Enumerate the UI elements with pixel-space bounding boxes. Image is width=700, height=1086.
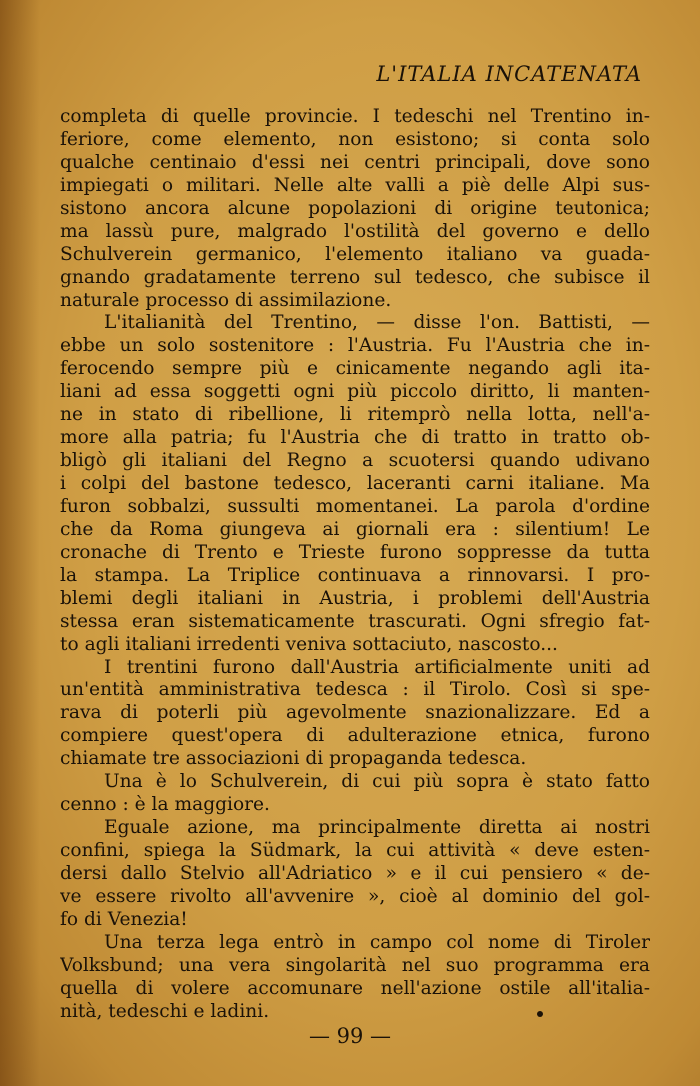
text-line: liani ad essa soggetti ogni più piccolo diritto, li manten-: [60, 381, 650, 403]
text-line: I trentini furono dall'Austria artificialmente uniti ad: [104, 656, 650, 678]
text-line: ne in stato di ribellione, li ritemprò nella lotta, nell'a-: [60, 404, 650, 426]
text-line: cenno : è la maggiore.: [60, 794, 270, 816]
text-line: L'italianità del Trentino, — disse l'on. Battisti, —: [104, 312, 650, 334]
text-line: i colpi del bastone tedesco, laceranti carni italiane. Ma: [60, 473, 650, 494]
text-line: compiere quest'opera di adulterazione etnica, furono: [60, 725, 650, 747]
text-line: dersi dallo Stelvio all'Adriatico » e il cui pensiero « de-: [60, 862, 650, 884]
page-number: — 99 —: [308, 1024, 392, 1048]
text-line: stessa eran sistematicamente trascurati. Ogni sfregio fat-: [60, 610, 650, 632]
text-line: cronache di Trento e Trieste furono soppresse da tutta: [60, 541, 650, 563]
text-line: more alla patria; fu l'Austria che di tratto in tratto ob-: [60, 427, 650, 449]
text-line: feriore, come elemento, non esistono; si conta solo: [60, 128, 650, 150]
text-line: gnando gradatamente terreno sul tedesco, che subisce il: [60, 266, 650, 288]
text-line: chiamate tre associazioni di propaganda tedesca.: [60, 748, 527, 770]
text-line: blemi degli italiani in Austria, i problemi dell'Austria: [60, 587, 650, 609]
text-line: bligò gli italiani del Regno a scuotersi quando udivano: [60, 450, 650, 472]
page-edge-shadow: [0, 0, 40, 1086]
text-line: rava di poterli più agevolmente snazionalizzare. Ed a: [60, 702, 650, 724]
text-line: fo di Venezia!: [60, 908, 188, 930]
text-line: sistono ancora alcune popolazioni di origine teutonica;: [60, 197, 650, 219]
text-line: Schulverein germanico, l'elemento italiano va guada-: [60, 243, 650, 265]
text-line: ma lassù pure, malgrado l'ostilità del governo e dello: [60, 220, 650, 242]
text-line: ebbe un solo sostenitore : l'Austria. Fu l'Austria che in-: [60, 335, 650, 357]
text-line: quella di volere accomunare nell'azione ostile all'italia-: [60, 977, 650, 999]
text-line: nità, tedeschi e ladini.: [60, 1000, 270, 1022]
text-line: ve essere rivolto all'avvenire », cioè al dominio del gol-: [60, 885, 650, 907]
text-line: Volksbund; una vera singolarità nel suo programma era: [60, 954, 650, 976]
text-line: qualche centinaio d'essi nei centri principali, dove sono: [60, 151, 650, 173]
text-line: Una terza lega entrò in campo col nome di Tiroler: [104, 931, 650, 953]
text-line: Una è lo Schulverein, di cui più sopra è stato fatto: [104, 771, 650, 793]
running-header: L'ITALIA INCATENATA: [376, 62, 642, 86]
ink-dot: [537, 1011, 543, 1017]
text-line: furon sobbalzi, sussulti momentanei. La parola d'ordine: [60, 495, 650, 517]
text-line: ferocendo sempre più e cinicamente negando agli ita-: [60, 358, 650, 380]
text-line: Eguale azione, ma principalmente diretta ai nostri: [104, 817, 650, 839]
text-line: impiegati o militari. Nelle alte valli a piè delle Alpi sus-: [60, 174, 650, 196]
text-line: completa di quelle provincie. I tedeschi nel Trentino in-: [60, 106, 650, 127]
text-line: to agli italiani irredenti veniva sottaciuto, nascosto...: [60, 633, 558, 655]
text-line: naturale processo di assimilazione.: [60, 289, 392, 311]
body-text: [60, 106, 650, 1024]
text-line: che da Roma giungeva ai giornali era : silentium! Le: [60, 518, 650, 540]
text-line: la stampa. La Triplice continuava a rinnovarsi. I pro-: [60, 564, 650, 586]
text-line: confini, spiega la Südmark, la cui attività « deve esten-: [60, 840, 650, 861]
text-line: un'entità amministrativa tedesca : il Tirolo. Così si spe-: [60, 679, 650, 701]
